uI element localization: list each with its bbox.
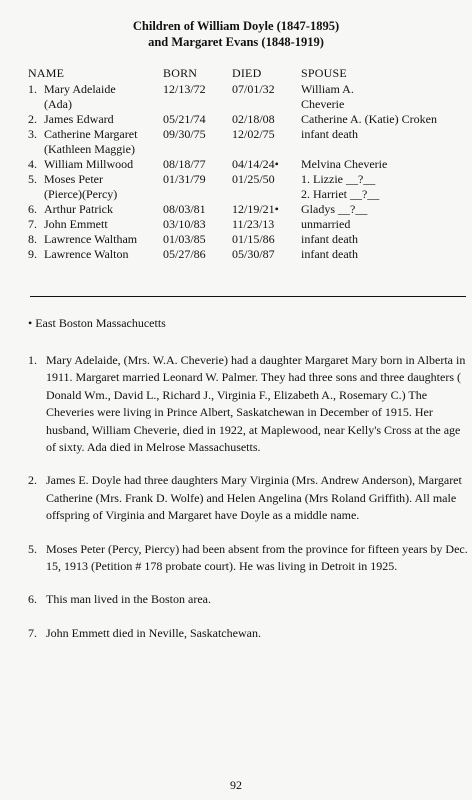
child-name: John Emmett: [44, 217, 108, 231]
cell-born: 08/18/77: [163, 157, 206, 171]
table-row: [28, 217, 441, 232]
spouse-name: William A.: [301, 82, 354, 96]
spouse-name: infant death: [301, 232, 358, 246]
child-name: James Edward: [44, 112, 114, 126]
spouse-name: 1. Lizzie __?__: [301, 172, 376, 186]
note-text: This man lived in the Boston area.: [46, 592, 211, 607]
child-name: Mary Adelaide: [44, 82, 116, 96]
child-alias: (Kathleen Maggie): [44, 142, 135, 156]
child-name: Lawrence Waltham: [44, 232, 138, 246]
cell-spouse: [301, 232, 441, 247]
row-number: 8.: [28, 232, 37, 246]
note-item: [28, 625, 468, 642]
child-alias: (Ada): [44, 97, 72, 111]
cell-spouse: [301, 217, 441, 232]
cell-name: [28, 157, 163, 172]
notes-section: [28, 352, 468, 658]
cell-born: 09/30/75: [163, 127, 206, 141]
table-row: [28, 202, 441, 217]
cell-name: [28, 172, 163, 202]
cell-died: 11/23/13: [232, 217, 275, 231]
note-number: 1.: [28, 353, 37, 367]
cell-died: 12/02/75: [232, 127, 275, 141]
row-number: 1.: [28, 82, 37, 96]
cell-name: [28, 127, 163, 157]
cell-died: 02/18/08: [232, 112, 275, 126]
row-number: 6.: [28, 202, 37, 216]
cell-spouse: [301, 247, 441, 262]
table-row: [28, 157, 441, 172]
cell-name: [28, 202, 163, 217]
cell-died: 12/19/21•: [232, 202, 279, 216]
note-text: Mary Adelaide, (Mrs. W.A. Cheverie) had a daughter Margaret Mary born in Alberta in 1911. Margaret married Leonard W. Palmer. They had three sons and three daughters ( Donald Wm., David L., Richard J., Virginia F., Elizabeth A., Rosemary C.) The Cheveries were living in Prince Albert, Saskatchewan in December of 1915. Her husband, William Cheverie, died in 1922, at Maplewood, near Kelly's Cross at the age of sixty. Ada died in Melrose Massachusetts.: [46, 353, 466, 455]
title-line-2: and Margaret Evans (1848-1919): [148, 35, 324, 49]
page-number: 92: [230, 778, 242, 792]
note-item: [28, 541, 468, 576]
table-row: [28, 247, 441, 262]
spouse-name-2: Cheverie: [301, 97, 345, 111]
row-number: 7.: [28, 217, 37, 231]
child-name: Moses Peter: [44, 172, 103, 186]
cell-died: 01/25/50: [232, 172, 275, 186]
row-number: 2.: [28, 112, 37, 126]
spouse-name: infant death: [301, 127, 358, 141]
cell-died: 01/15/86: [232, 232, 275, 246]
child-name: Lawrence Walton: [44, 247, 129, 261]
row-number: 3.: [28, 127, 37, 141]
spouse-name-2: 2. Harriet __?__: [301, 187, 380, 201]
note-number: 2.: [28, 473, 37, 488]
note-item: [28, 472, 468, 524]
cell-spouse: [301, 157, 441, 172]
note-text: James E. Doyle had three daughters Mary Virginia (Mrs. Andrew Anderson), Margaret Catherine (Mrs. Frank D. Wolfe) and Helen Angelina (Mrs Roland Griffith). All male offspring of Virginia and Margaret have Doyle as a middle name.: [46, 473, 462, 523]
cell-name: [28, 82, 163, 112]
cell-spouse: [301, 127, 441, 157]
cell-name: [28, 247, 163, 262]
child-alias: (Pierce)(Percy): [44, 187, 118, 201]
page-title: [0, 18, 472, 50]
table-row: [28, 172, 441, 202]
table-row: [28, 112, 441, 127]
note-item: [28, 591, 468, 608]
header-name: NAME: [28, 66, 65, 80]
section-divider: [30, 296, 466, 297]
cell-born: 03/10/83: [163, 217, 206, 231]
spouse-name: Catherine A. (Katie) Croken: [301, 112, 437, 126]
table-row: [28, 127, 441, 157]
title-line-1: Children of William Doyle (1847-1895): [132, 19, 340, 33]
cell-born: 08/03/81: [163, 202, 206, 216]
header-spouse: SPOUSE: [301, 66, 347, 80]
header-born: BORN: [163, 66, 198, 80]
cell-died: 07/01/32: [232, 82, 275, 96]
spouse-name: Melvina Cheverie: [301, 157, 388, 171]
table-row: [28, 232, 441, 247]
cell-born: 05/27/86: [163, 247, 206, 261]
child-name: Arthur Patrick: [44, 202, 113, 216]
cell-spouse: [301, 202, 441, 217]
note-text: Moses Peter (Percy, Piercy) had been absent from the province for fifteen years by Dec. 15, 1913 (Petition # 178 probate court). He was living in Detroit in 1925.: [46, 541, 468, 574]
cell-died: 05/30/87: [232, 247, 275, 261]
spouse-name: unmarried: [301, 217, 351, 231]
row-number: 5.: [28, 172, 37, 186]
cell-born: 05/21/74: [163, 112, 206, 126]
cell-name: [28, 232, 163, 247]
cell-born: 01/03/85: [163, 232, 206, 246]
cell-died: 04/14/24•: [232, 157, 279, 171]
child-name: William Millwood: [44, 157, 134, 171]
note-number: 6.: [28, 592, 37, 607]
note-number: 5.: [28, 541, 37, 556]
cell-name: [28, 217, 163, 232]
table-header-row: [28, 66, 441, 82]
spouse-name: Gladys __?__: [301, 202, 368, 216]
footnote: • East Boston Massachucetts: [28, 316, 166, 330]
cell-spouse: [301, 82, 441, 112]
cell-born: 12/13/72: [163, 82, 206, 96]
children-table: [28, 66, 441, 262]
cell-born: 01/31/79: [163, 172, 206, 186]
cell-name: [28, 112, 163, 127]
cell-spouse: [301, 172, 441, 202]
row-number: 4.: [28, 157, 37, 171]
cell-spouse: [301, 112, 441, 127]
note-number: 7.: [28, 625, 37, 640]
table-row: [28, 82, 441, 112]
row-number: 9.: [28, 247, 37, 261]
note-text: John Emmett died in Neville, Saskatchewan.: [46, 625, 261, 640]
spouse-name: infant death: [301, 247, 358, 261]
header-died: DIED: [232, 66, 262, 80]
child-name: Catherine Margaret: [44, 127, 138, 141]
note-item: [28, 352, 468, 456]
